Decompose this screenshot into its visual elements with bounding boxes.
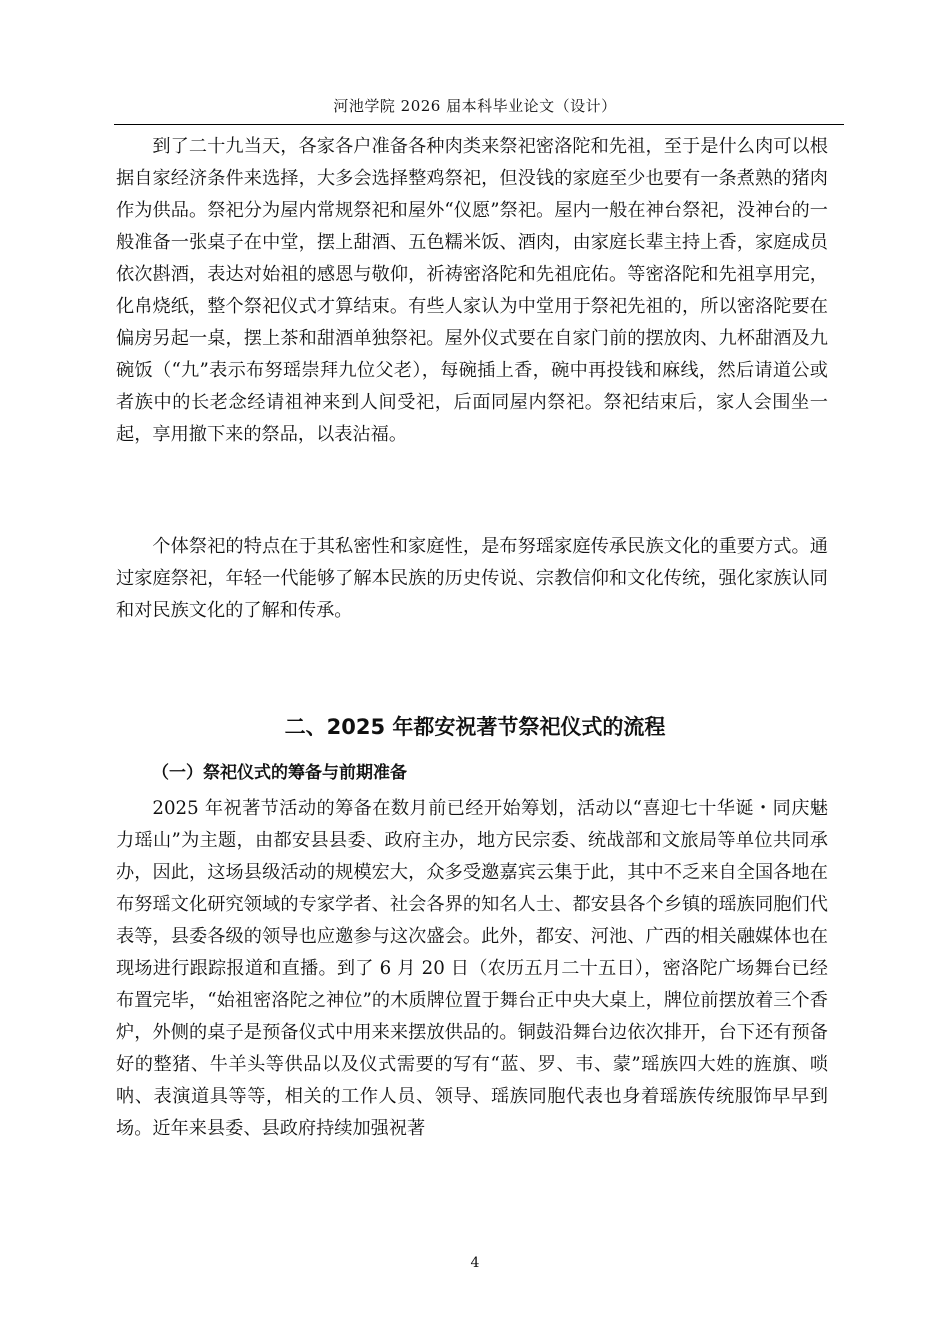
paragraph-text: 到了二十九当天，各家各户准备各种肉类来祭祀密洛陀和先祖，至于是什么肉可以根据自家经济条件来选择，大多会选择整鸡祭祀，但没钱的家庭至少也要有一条煮熟的猪肉作为供品。祭祀分为屋内常规祭祀和屋外“仪愿”祭祀。屋内一般在神台祭祀，没神台的一般准备一张桌子在中堂，摆上甜酒、五色糯米饭、酒肉，由家庭长辈主持上香，家庭成员依次斟酒，表达对始祖的感恩与敬仰，祈祷密洛陀和先祖庇佑。等密洛陀和先祖享用完，化帛烧纸，整个祭祀仪式才算结束。有些人家认为中堂用于祭祀先祖的，所以密洛陀要在偏房另起一桌，摆上茶和甜酒单独祭祀。屋外仪式要在自家门前的摆放肉、九杯甜酒及九碗饭（“九”表示布努瑶崇拜九位父老），每碗插上香，碗中再投钱和麻线，然后请道公或者族中的长老念经请祖神来到人间受祀，后面同屋内祭祀。祭祀结束后，家人会围坐一起，享用撤下来的祭品，以表沾福。: [116, 136, 828, 445]
paragraph-text: 个体祭祀的特点在于其私密性和家庭性，是布努瑶家庭传承民族文化的重要方式。通过家庭祭祀，年轻一代能够了解本民族的历史传说、宗教信仰和文化传统，强化家族认同和对民族文化的了解和传承。: [116, 536, 828, 621]
page-header: 河池学院 2026 届本科毕业论文（设计）: [333, 97, 617, 115]
section-heading: 二、2025 年都安祝著节祭祀仪式的流程: [284, 715, 666, 739]
page-number: 4: [470, 1255, 480, 1271]
paragraph-text: 2025 年祝著节活动的筹备在数月前已经开始筹划，活动以“喜迎七十华诞・同庆魅力瑶山”为主题，由都安县县委、政府主办，地方民宗委、统战部和文旅局等单位共同承办，因此，这场县级活动的规模宏大，众多受邀嘉宾云集于此，其中不乏来自全国各地在布努瑶文化研究领域的专家学者、社会各界的知名人士、都安县各个乡镇的瑶族同胞们代表等，县委各级的领导也应邀参与这次盛会。此外，都安、河池、广西的相关融媒体也在现场进行跟踪报道和直播。到了 6 月 20 日（农历五月二十五日），密洛陀广场舞台已经布置完毕，“始祖密洛陀之神位”的木质牌位置于舞台正中央大桌上，牌位前摆放着三个香炉，外侧的桌子是预备仪式中用来来摆放供品的。铜鼓沿舞台边依次排开，台下还有预备好的整猪、牛羊头等供品以及仪式需要的写有“蓝、罗、韦、蒙”瑶族四大姓的旌旗、唢呐、表演道具等等，相关的工作人员、领导、瑶族同胞代表也身着瑶族传统服饰早早到场。近年来县委、县政府持续加强祝著: [116, 798, 828, 1139]
body-paragraph-2: [116, 531, 828, 627]
body-paragraph-1: [116, 131, 828, 451]
header-divider: [114, 124, 844, 125]
subsection-heading: （一）祭祀仪式的筹备与前期准备: [152, 763, 407, 783]
body-paragraph-3: [116, 793, 828, 1145]
